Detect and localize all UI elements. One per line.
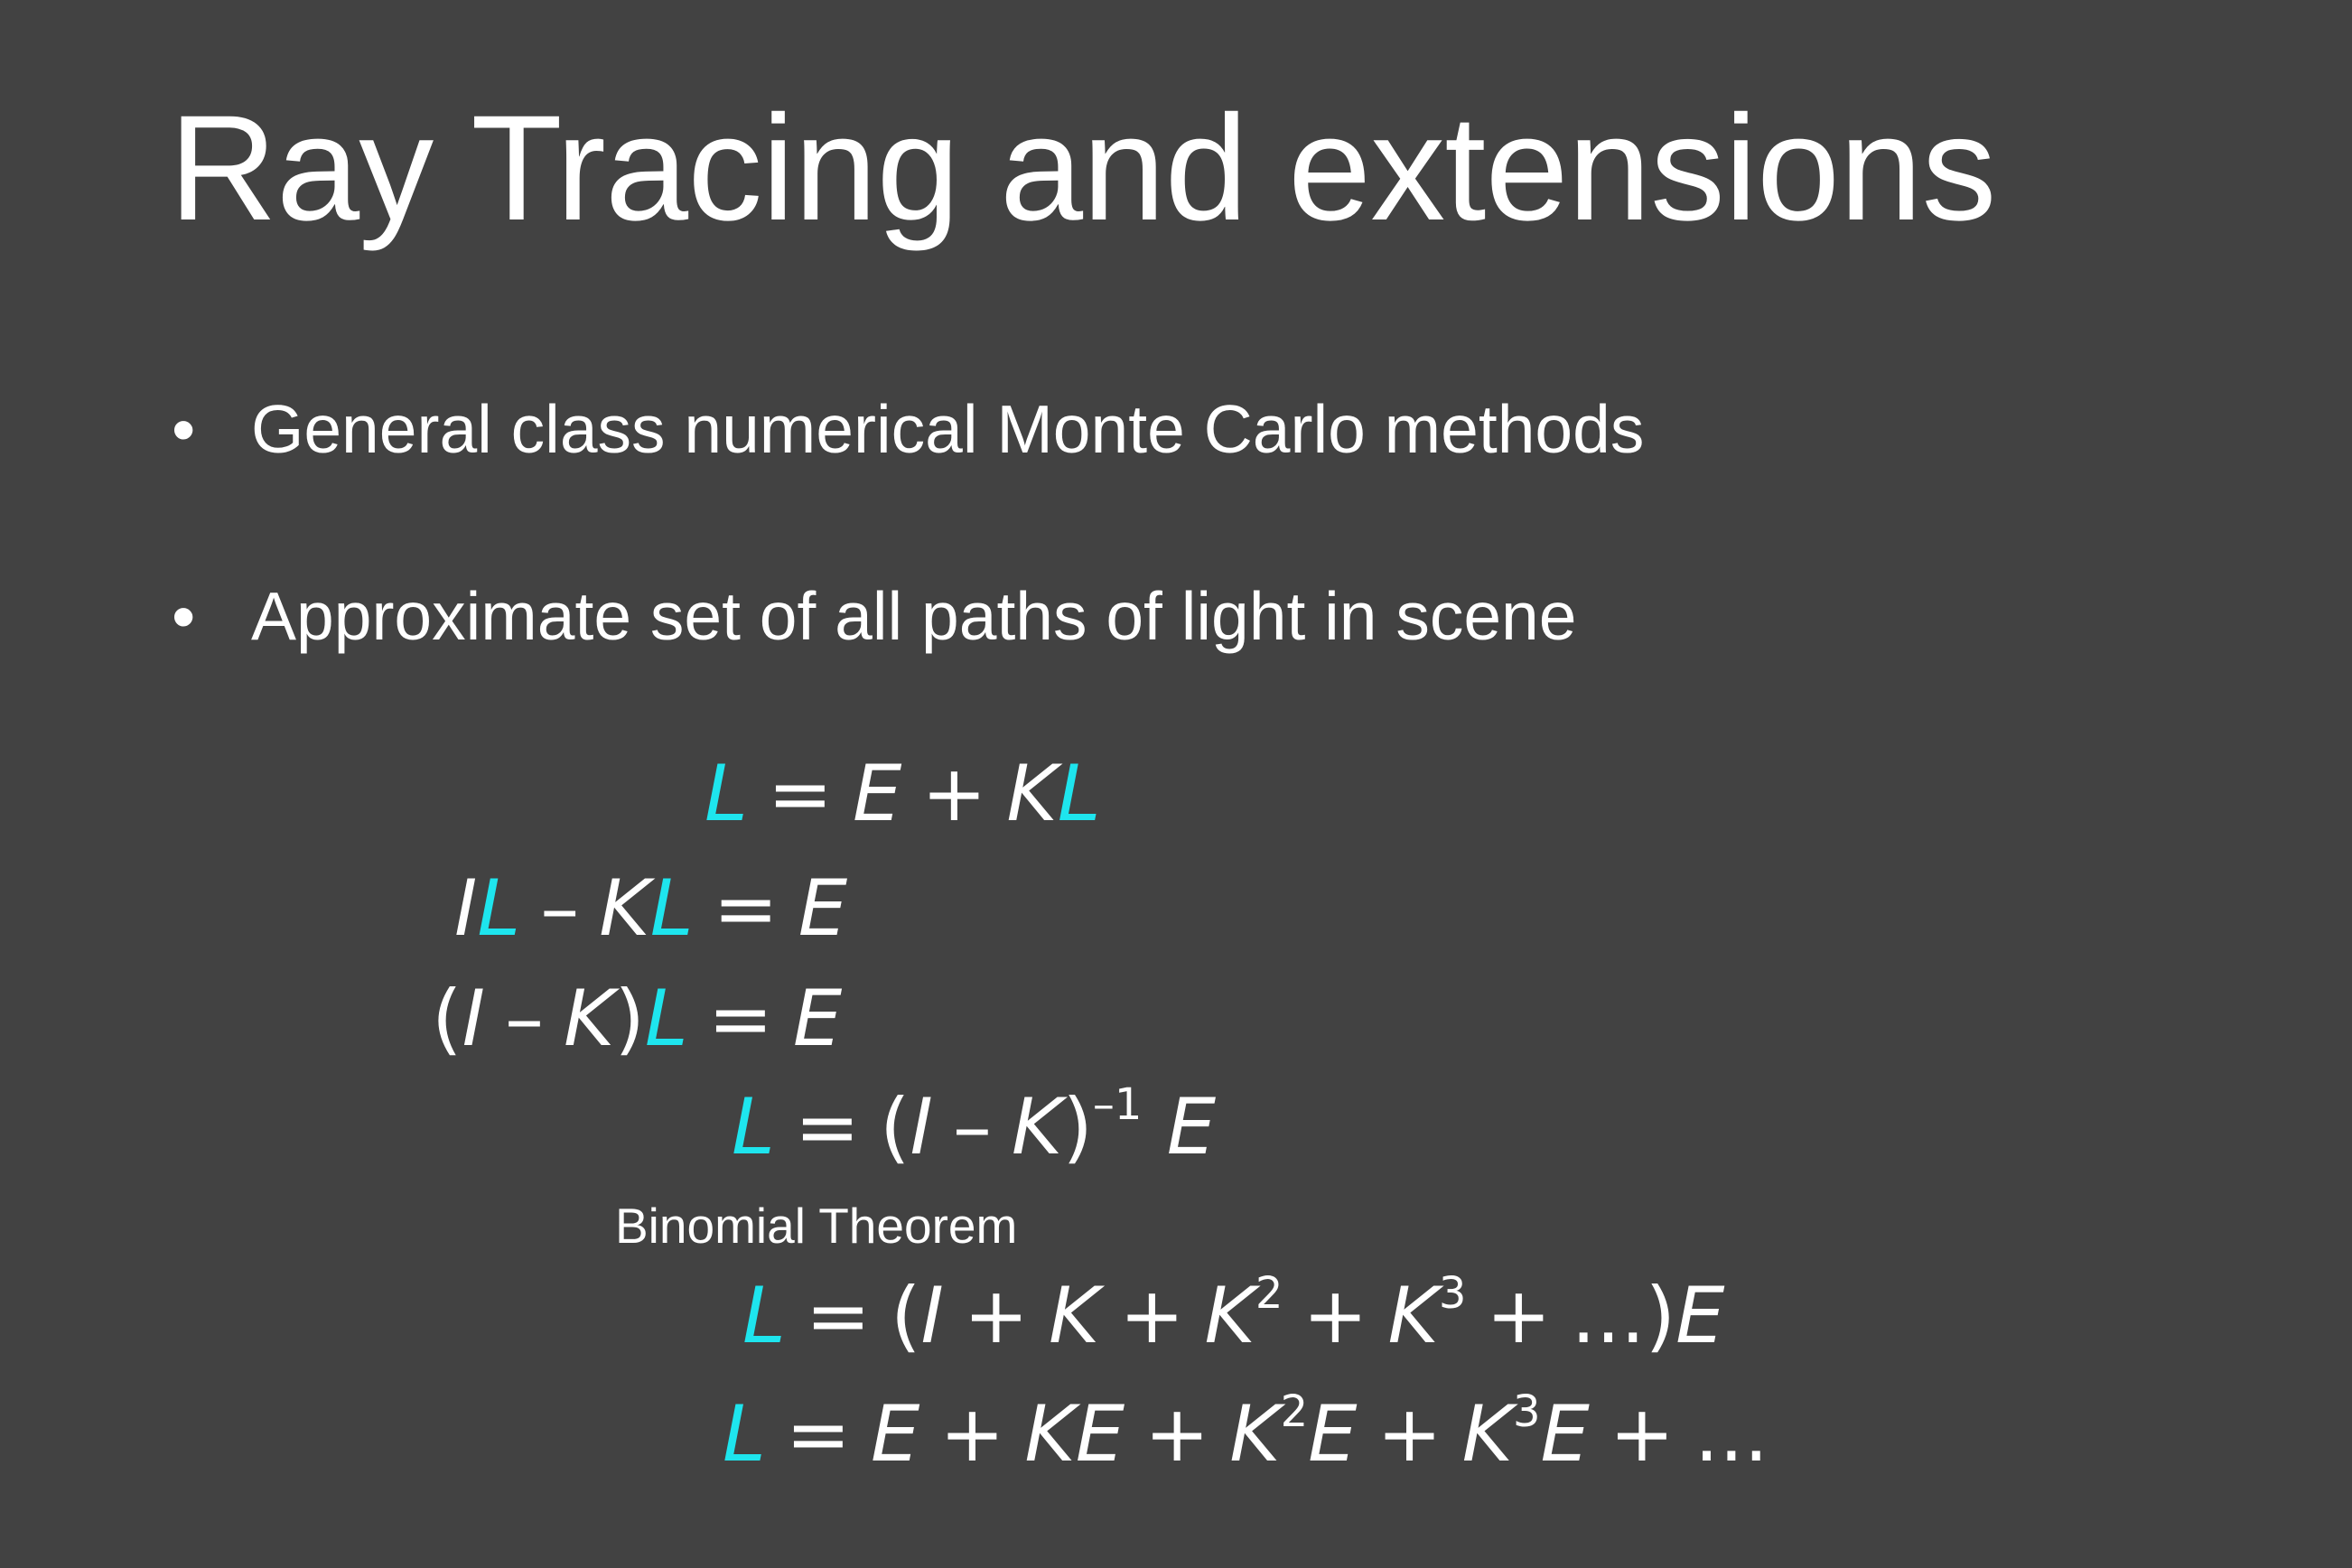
symbol-k: K bbox=[1048, 1271, 1100, 1361]
symbol-e: E bbox=[792, 974, 843, 1064]
symbol-k: K bbox=[1387, 1271, 1439, 1361]
plus-sign: + bbox=[963, 1271, 1029, 1361]
symbol-l: L bbox=[477, 863, 521, 954]
binomial-theorem-label: Binomial Theorem bbox=[615, 1198, 1018, 1254]
symbol-k: K bbox=[563, 974, 615, 1064]
plus-sign: + bbox=[1144, 1389, 1210, 1479]
ellipsis: ... bbox=[1694, 1389, 1769, 1479]
plus-sign: + bbox=[1609, 1389, 1675, 1479]
symbol-k: K bbox=[1011, 1082, 1063, 1172]
symbol-l: L bbox=[723, 1389, 766, 1479]
bullet-icon: • bbox=[172, 391, 196, 467]
symbol-i: I bbox=[462, 974, 485, 1064]
bullet-text: General class numerical Monte Carlo methods bbox=[251, 391, 1645, 467]
inverse-exponent: –1 bbox=[1092, 1079, 1143, 1130]
symbol-i: I bbox=[910, 1082, 933, 1172]
equation-3 bbox=[432, 974, 843, 1064]
equals-sign: = bbox=[767, 749, 833, 839]
minus-sign: – bbox=[952, 1082, 992, 1172]
plus-sign: + bbox=[1486, 1271, 1552, 1361]
plus-sign: + bbox=[1119, 1271, 1185, 1361]
symbol-k: K bbox=[1006, 749, 1058, 839]
symbol-e: E bbox=[1675, 1271, 1725, 1361]
square-exponent: 2 bbox=[1280, 1386, 1309, 1437]
plus-sign: + bbox=[921, 749, 987, 839]
symbol-l: L bbox=[742, 1271, 786, 1361]
symbol-e: E bbox=[1075, 1389, 1125, 1479]
plus-sign: + bbox=[939, 1389, 1005, 1479]
right-paren: ) bbox=[1062, 1082, 1093, 1172]
equals-sign: = bbox=[794, 1082, 860, 1172]
symbol-k: K bbox=[1461, 1389, 1513, 1479]
symbol-k: K bbox=[599, 863, 650, 954]
symbol-l: L bbox=[1057, 749, 1101, 839]
equation-5 bbox=[742, 1268, 1725, 1361]
plus-sign: + bbox=[1302, 1271, 1368, 1361]
symbol-l: L bbox=[732, 1082, 775, 1172]
symbol-e: E bbox=[1540, 1389, 1590, 1479]
left-paren: ( bbox=[879, 1082, 910, 1172]
right-paren: ) bbox=[1645, 1271, 1676, 1361]
symbol-i: I bbox=[454, 863, 478, 954]
symbol-l: L bbox=[644, 974, 688, 1064]
symbol-e: E bbox=[798, 863, 848, 954]
symbol-e: E bbox=[1166, 1082, 1217, 1172]
equation-4 bbox=[732, 1079, 1217, 1172]
bullet-item-1 bbox=[172, 391, 1645, 467]
bullet-text: Approximate set of all paths of light in scene bbox=[251, 578, 1577, 654]
slide-title: Ray Tracing and extensions bbox=[169, 85, 1996, 252]
equation-2 bbox=[454, 863, 848, 954]
cube-exponent: 3 bbox=[1512, 1386, 1541, 1437]
left-paren: ( bbox=[890, 1271, 921, 1361]
symbol-l: L bbox=[649, 863, 694, 954]
symbol-k: K bbox=[1204, 1271, 1255, 1361]
ellipsis: ... bbox=[1571, 1271, 1646, 1361]
plus-sign: + bbox=[1377, 1389, 1442, 1479]
equals-sign: = bbox=[707, 974, 773, 1064]
equals-sign: = bbox=[805, 1271, 871, 1361]
symbol-k: K bbox=[1024, 1389, 1076, 1479]
equals-sign: = bbox=[713, 863, 779, 954]
equation-6 bbox=[723, 1386, 1769, 1479]
symbol-e: E bbox=[870, 1389, 920, 1479]
equals-sign: = bbox=[785, 1389, 851, 1479]
cube-exponent: 3 bbox=[1438, 1268, 1467, 1319]
square-exponent: 2 bbox=[1255, 1268, 1283, 1319]
symbol-e: E bbox=[852, 749, 902, 839]
symbol-e: E bbox=[1308, 1389, 1358, 1479]
symbol-k: K bbox=[1229, 1389, 1281, 1479]
minus-sign: – bbox=[504, 974, 544, 1064]
bullet-item-2 bbox=[172, 578, 1577, 654]
equation-1 bbox=[705, 749, 1101, 839]
right-paren: ) bbox=[614, 974, 645, 1064]
symbol-l: L bbox=[705, 749, 748, 839]
minus-sign: – bbox=[540, 863, 580, 954]
left-paren: ( bbox=[432, 974, 462, 1064]
symbol-i: I bbox=[920, 1271, 944, 1361]
bullet-icon: • bbox=[172, 578, 196, 654]
